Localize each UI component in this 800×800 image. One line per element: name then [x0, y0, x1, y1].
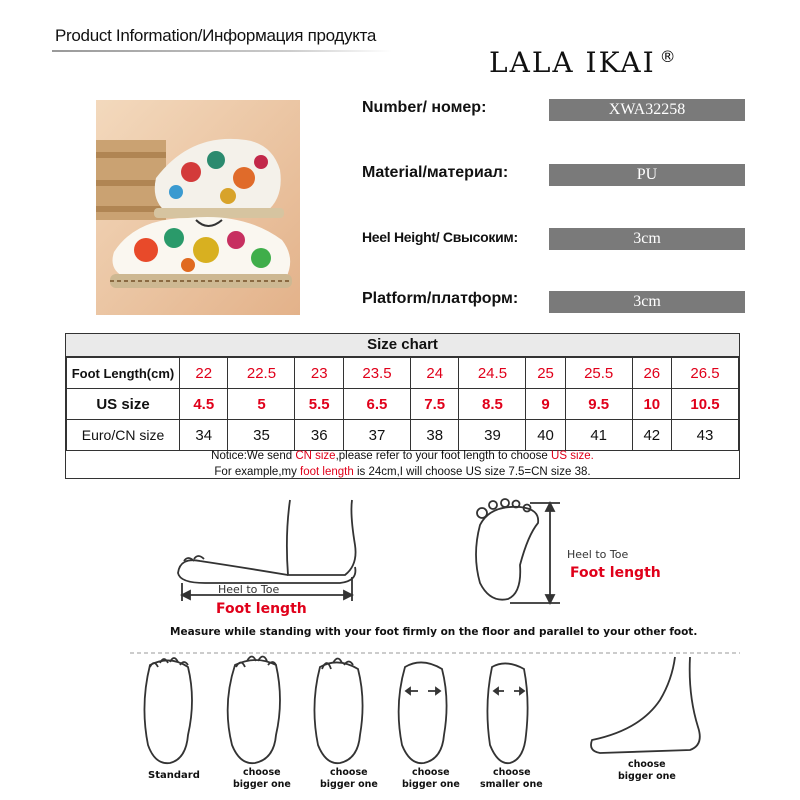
sole-heel-to-toe-label: Heel to Toe — [567, 548, 629, 561]
row-label-us-size: US size — [67, 389, 180, 420]
registered-mark: ® — [659, 47, 678, 66]
notice-2-text-a: For example,my — [214, 466, 301, 478]
notice-line-1 — [66, 448, 739, 464]
us-size-cell: 9.5 — [565, 389, 632, 420]
euro-size-cell: 43 — [671, 420, 738, 451]
product-photo — [96, 100, 300, 315]
euro-size-cell: 36 — [295, 420, 343, 451]
size-table — [66, 357, 739, 451]
size-chart — [65, 333, 740, 479]
euro-size-cell: 34 — [180, 420, 228, 451]
header-underline — [52, 50, 392, 52]
foot-length-cell: 25.5 — [565, 358, 632, 389]
measure-instruction: Measure while standing with your foot firmly on the floor and parallel to your other foot. — [170, 626, 698, 638]
notice-1-text-a: Notice:We send — [211, 450, 296, 462]
foot-label-4-line1: choose — [412, 767, 450, 778]
sole-footprint-illustration — [476, 499, 538, 600]
foot-label-6-line1: choose — [628, 759, 666, 770]
spec-number-value: XWA32258 — [549, 99, 745, 121]
us-size-cell: 4.5 — [180, 389, 228, 420]
spec-number-label: Number/ номер: — [362, 99, 487, 116]
foot-length-cell: 23.5 — [343, 358, 410, 389]
foot-length-cell: 24 — [410, 358, 458, 389]
size-chart-title: Size chart — [66, 334, 739, 357]
euro-size-cell: 41 — [565, 420, 632, 451]
spec-heel-height-value: 3cm — [549, 228, 745, 250]
us-size-cell: 10 — [632, 389, 671, 420]
us-size-cell: 9 — [526, 389, 565, 420]
notice-line-2 — [66, 464, 739, 480]
sole-foot-length-label: Foot length — [570, 565, 661, 581]
row-label-euro-cn-size: Euro/CN size — [67, 420, 180, 451]
foot-length-cell: 26 — [632, 358, 671, 389]
foot-label-2-line1: choose — [243, 767, 281, 778]
euro-size-cell: 42 — [632, 420, 671, 451]
foot-label-6-line2: bigger one — [618, 771, 676, 782]
euro-size-cell: 37 — [343, 420, 410, 451]
foot-length-cell: 26.5 — [671, 358, 738, 389]
row-label-foot-length: Foot Length(cm) — [67, 358, 180, 389]
foot-label-4-line2: bigger one — [402, 779, 460, 790]
foot-length-row — [67, 358, 739, 389]
brand-logo — [489, 46, 678, 79]
notice-1-cn-size: CN size — [295, 450, 336, 462]
foot-long-toe-illustration — [314, 659, 362, 764]
spec-heel-height-label: Heel Height/ Cвысоким: — [362, 229, 518, 245]
euro-size-cell: 38 — [410, 420, 458, 451]
us-size-cell: 10.5 — [671, 389, 738, 420]
euro-cn-size-row — [67, 420, 739, 451]
foot-label-5-line2: smaller one — [480, 779, 543, 790]
spec-material-label: Material/материал: — [362, 164, 509, 181]
us-size-cell: 6.5 — [343, 389, 410, 420]
side-heel-to-toe-label: Heel to Toe — [218, 583, 280, 596]
us-size-cell: 7.5 — [410, 389, 458, 420]
spec-platform-value: 3cm — [549, 291, 745, 313]
spec-material-value: PU — [549, 164, 745, 186]
foot-high-instep-illustration — [591, 657, 700, 753]
us-size-cell: 5.5 — [295, 389, 343, 420]
foot-standard-illustration — [144, 658, 192, 763]
spec-platform-label: Platform/платформ: — [362, 290, 519, 307]
foot-wide-illustration — [228, 657, 280, 764]
foot-length-cell: 22.5 — [228, 358, 295, 389]
foot-arrows-illustration — [399, 662, 447, 763]
foot-narrow-illustration — [487, 663, 527, 763]
us-size-cell: 5 — [228, 389, 295, 420]
side-foot-length-label: Foot length — [216, 601, 307, 617]
side-foot-illustration — [178, 500, 356, 583]
euro-size-cell: 40 — [526, 420, 565, 451]
foot-length-cell: 25 — [526, 358, 565, 389]
foot-length-cell: 24.5 — [459, 358, 526, 389]
notice-1-text-c: ,please refer to your foot length to choose — [335, 450, 552, 462]
page-header-title: Product Information/Информация продукта — [55, 26, 377, 45]
notice-2-foot-length: foot length — [300, 466, 354, 478]
measurement-guide — [100, 495, 740, 795]
foot-length-cell: 22 — [180, 358, 228, 389]
us-size-cell: 8.5 — [459, 389, 526, 420]
us-size-row — [67, 389, 739, 420]
notice-2-text-c: is 24cm,I will choose US size 7.5=CN size 38. — [353, 466, 591, 478]
brand-name: LALA IKAI — [489, 46, 656, 79]
euro-size-cell: 39 — [459, 420, 526, 451]
foot-label-5-line1: choose — [493, 767, 531, 778]
foot-label-3-line2: bigger one — [320, 779, 378, 790]
foot-length-cell: 23 — [295, 358, 343, 389]
foot-label-standard: Standard — [148, 770, 200, 781]
euro-size-cell: 35 — [228, 420, 295, 451]
foot-label-2-line2: bigger one — [233, 779, 291, 790]
foot-label-3-line1: choose — [330, 767, 368, 778]
notice-1-us-size: US size. — [551, 450, 594, 462]
